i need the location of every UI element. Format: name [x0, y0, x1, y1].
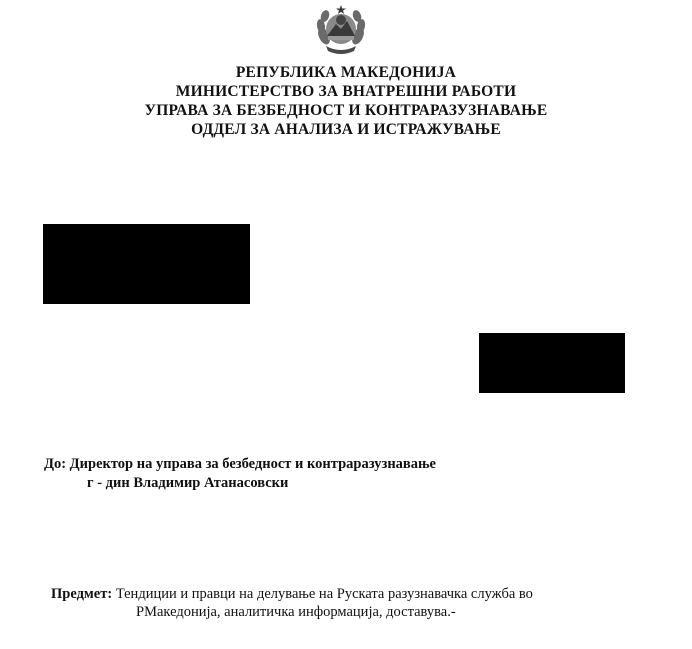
document-header: [0, 63, 692, 139]
subject-line-2: РМакедонија, аналитичка информација, доставува.-: [136, 604, 456, 620]
recipient-title: До: Директор на управа за безбедност и контраразузнавање: [44, 456, 436, 472]
header-department: ОДДЕЛ ЗА АНАЛИЗА И ИСТРАЖУВАЊЕ: [191, 121, 501, 138]
header-ministry: МИНИСТЕРСТВО ЗА ВНАТРЕШНИ РАБОТИ: [175, 83, 517, 100]
subject-line-1: [51, 585, 533, 603]
redaction-block: [43, 224, 250, 304]
redaction-block: [479, 333, 625, 393]
subject-label: Предмет:: [51, 586, 113, 602]
recipient-name: г - дин Владимир Атанасовски: [87, 475, 289, 491]
header-country: РЕПУБЛИКА МАКЕДОНИЈА: [235, 64, 457, 81]
header-directorate: УПРАВА ЗА БЕЗБЕДНОСТ И КОНТРАРАЗУЗНАВАЊЕ: [144, 102, 548, 119]
subject-block: [51, 585, 533, 621]
subject-text: Тендиции и правци на делување на Руската разузнавачка служба во: [115, 586, 533, 602]
coat-of-arms-icon: [312, 2, 370, 58]
recipient-block: [44, 455, 436, 493]
